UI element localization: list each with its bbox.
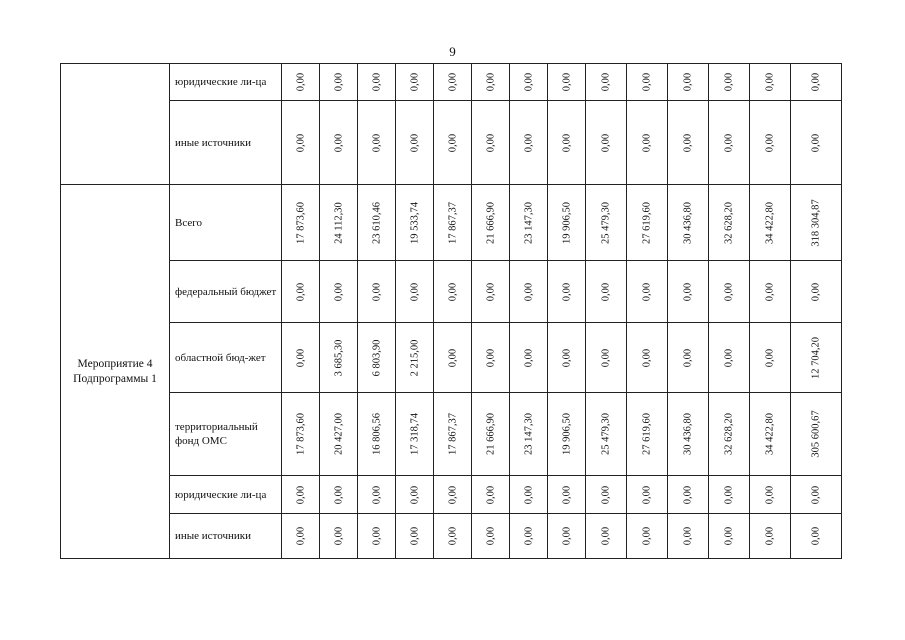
value-text: 0,00	[810, 133, 822, 152]
value-cell	[548, 476, 586, 514]
value-cell	[586, 64, 627, 101]
funding-table	[60, 63, 842, 559]
value-cell	[791, 393, 842, 476]
value-text: 0,00	[371, 133, 382, 152]
value-text: 0,00	[600, 72, 612, 92]
value-cell	[791, 64, 842, 101]
value-text: 0,00	[447, 133, 458, 152]
value-cell	[668, 101, 709, 185]
value-cell	[358, 476, 396, 514]
table-row	[61, 64, 842, 101]
value-cell	[320, 514, 358, 559]
funding-source-label: территориальный фонд ОМС	[170, 393, 282, 476]
value-cell	[510, 514, 548, 559]
value-cell	[510, 323, 548, 393]
value-cell	[434, 476, 472, 514]
value-text: 21 666,90	[485, 201, 496, 244]
value-cell	[750, 514, 791, 559]
value-cell	[548, 64, 586, 101]
table-row	[61, 476, 842, 514]
value-text: 0,00	[523, 526, 534, 546]
value-text: 21 666,90	[485, 413, 496, 455]
value-cell	[434, 261, 472, 323]
value-text: 30 436,80	[682, 201, 694, 244]
value-cell	[548, 514, 586, 559]
value-cell	[396, 514, 434, 559]
value-cell	[750, 323, 791, 393]
value-cell	[668, 323, 709, 393]
value-cell	[396, 476, 434, 514]
value-text: 0,00	[561, 133, 572, 152]
value-cell	[627, 101, 668, 185]
value-text: 0,00	[295, 133, 306, 152]
value-cell	[358, 101, 396, 185]
value-cell	[320, 323, 358, 393]
value-cell	[586, 261, 627, 323]
value-text: 0,00	[523, 282, 534, 301]
value-cell	[709, 393, 750, 476]
value-text: 25 479,30	[600, 201, 612, 244]
value-cell	[320, 185, 358, 261]
value-cell	[709, 64, 750, 101]
value-text: 25 479,30	[600, 413, 612, 455]
value-text: 0,00	[447, 526, 458, 546]
value-cell	[548, 101, 586, 185]
value-text: 0,00	[409, 282, 420, 301]
value-cell	[358, 185, 396, 261]
value-cell	[510, 64, 548, 101]
value-cell	[627, 185, 668, 261]
value-text: 24 112,30	[333, 201, 344, 244]
value-text: 0,00	[600, 133, 612, 152]
value-text: 0,00	[764, 485, 776, 504]
value-cell	[709, 261, 750, 323]
value-text: 0,00	[447, 485, 458, 504]
value-cell	[627, 476, 668, 514]
value-text: 32 628,20	[723, 413, 735, 455]
value-cell	[586, 514, 627, 559]
value-text: 0,00	[723, 133, 735, 152]
value-text: 2 215,00	[409, 339, 420, 376]
value-text: 0,00	[523, 485, 534, 504]
value-text: 0,00	[295, 485, 306, 504]
value-cell	[750, 101, 791, 185]
value-cell	[320, 261, 358, 323]
value-text: 6 803,90	[371, 339, 382, 376]
value-cell	[668, 64, 709, 101]
value-cell	[510, 101, 548, 185]
table-row	[61, 514, 842, 559]
value-text: 0,00	[333, 485, 344, 504]
value-text: 19 906,50	[561, 413, 572, 455]
value-text: 0,00	[523, 348, 534, 367]
value-text: 0,00	[561, 485, 572, 504]
value-text: 0,00	[641, 72, 653, 92]
value-cell	[750, 64, 791, 101]
value-cell	[358, 323, 396, 393]
value-text: 0,00	[641, 485, 653, 504]
value-cell	[668, 393, 709, 476]
funding-source-label: юридические ли-ца	[170, 64, 282, 101]
value-text: 0,00	[409, 133, 420, 152]
value-cell	[627, 514, 668, 559]
value-cell	[750, 393, 791, 476]
value-cell	[472, 185, 510, 261]
value-text: 19 906,50	[561, 201, 572, 244]
value-text: 0,00	[447, 282, 458, 301]
value-text: 12 704,20	[810, 336, 822, 379]
value-cell	[750, 476, 791, 514]
funding-source-label: Всего	[170, 185, 282, 261]
value-text: 0,00	[295, 348, 306, 367]
value-cell	[548, 323, 586, 393]
value-text: 0,00	[333, 72, 344, 92]
value-cell	[358, 64, 396, 101]
value-text: 0,00	[561, 282, 572, 301]
value-cell	[709, 514, 750, 559]
value-cell	[396, 323, 434, 393]
value-cell	[791, 323, 842, 393]
value-cell	[586, 476, 627, 514]
value-cell	[320, 476, 358, 514]
value-text: 17 873,60	[295, 413, 306, 455]
value-cell	[358, 393, 396, 476]
value-cell	[548, 185, 586, 261]
value-text: 17 867,37	[447, 413, 458, 455]
value-cell	[548, 393, 586, 476]
value-cell	[282, 514, 320, 559]
value-text: 0,00	[371, 485, 382, 504]
value-cell	[320, 64, 358, 101]
value-text: 0,00	[371, 282, 382, 301]
value-cell	[791, 514, 842, 559]
value-cell	[320, 101, 358, 185]
value-text: 0,00	[641, 133, 653, 152]
value-cell	[586, 393, 627, 476]
value-text: 16 806,56	[371, 413, 382, 455]
value-text: 0,00	[333, 282, 344, 301]
value-text: 305 600,67	[810, 410, 822, 458]
value-cell	[434, 101, 472, 185]
value-cell	[472, 476, 510, 514]
event-cell-empty	[61, 64, 170, 185]
value-text: 27 619,60	[641, 413, 653, 455]
value-cell	[472, 261, 510, 323]
value-cell	[282, 261, 320, 323]
value-text: 0,00	[333, 526, 344, 546]
value-text: 0,00	[447, 348, 458, 367]
value-cell	[668, 261, 709, 323]
value-text: 34 422,80	[764, 413, 776, 455]
value-cell	[282, 101, 320, 185]
table-row	[61, 393, 842, 476]
value-cell	[282, 323, 320, 393]
value-text: 0,00	[682, 282, 694, 301]
value-text: 0,00	[523, 72, 534, 92]
value-cell	[282, 476, 320, 514]
value-text: 0,00	[333, 133, 344, 152]
value-text: 0,00	[485, 348, 496, 367]
value-text: 34 422,80	[764, 201, 776, 244]
value-text: 0,00	[409, 485, 420, 504]
value-cell	[396, 261, 434, 323]
value-text: 0,00	[447, 72, 458, 92]
value-text: 0,00	[295, 72, 306, 92]
value-cell	[434, 393, 472, 476]
funding-source-label: областной бюд-жет	[170, 323, 282, 393]
value-cell	[586, 101, 627, 185]
value-text: 17 318,74	[409, 413, 420, 455]
value-text: 0,00	[723, 526, 735, 546]
value-cell	[434, 64, 472, 101]
value-text: 0,00	[409, 526, 420, 546]
value-cell	[472, 323, 510, 393]
value-cell	[627, 64, 668, 101]
value-cell	[396, 101, 434, 185]
value-text: 0,00	[723, 72, 735, 92]
value-text: 0,00	[764, 282, 776, 301]
value-text: 19 533,74	[409, 201, 420, 244]
value-cell	[358, 514, 396, 559]
value-cell	[586, 185, 627, 261]
table-row	[61, 323, 842, 393]
table-row	[61, 185, 842, 261]
value-text: 0,00	[723, 282, 735, 301]
value-cell	[472, 101, 510, 185]
value-cell	[282, 64, 320, 101]
value-text: 0,00	[641, 526, 653, 546]
value-cell	[668, 185, 709, 261]
value-cell	[434, 514, 472, 559]
value-text: 0,00	[409, 72, 420, 92]
value-text: 0,00	[764, 348, 776, 367]
value-text: 0,00	[600, 348, 612, 367]
table-row	[61, 261, 842, 323]
value-text: 0,00	[723, 485, 735, 504]
value-text: 0,00	[764, 526, 776, 546]
value-cell	[709, 185, 750, 261]
value-cell	[510, 476, 548, 514]
value-text: 0,00	[561, 348, 572, 367]
value-cell	[627, 261, 668, 323]
value-cell	[750, 261, 791, 323]
value-text: 0,00	[561, 526, 572, 546]
value-text: 0,00	[485, 133, 496, 152]
value-cell	[358, 261, 396, 323]
value-text: 0,00	[810, 72, 822, 92]
value-cell	[472, 514, 510, 559]
value-cell	[586, 323, 627, 393]
event-name-cell: Мероприятие 4 Подпрограммы 1	[61, 185, 170, 559]
value-text: 0,00	[295, 526, 306, 546]
value-text: 0,00	[371, 72, 382, 92]
value-text: 0,00	[682, 526, 694, 546]
funding-source-label: федеральный бюджет	[170, 261, 282, 323]
value-text: 30 436,80	[682, 413, 694, 455]
value-text: 0,00	[641, 282, 653, 301]
value-text: 0,00	[485, 526, 496, 546]
value-text: 0,00	[485, 282, 496, 301]
value-text: 23 610,46	[371, 201, 382, 244]
page-number: 9	[449, 44, 456, 59]
value-text: 0,00	[810, 282, 822, 301]
funding-source-label: иные источники	[170, 101, 282, 185]
value-text: 0,00	[682, 72, 694, 92]
value-cell	[396, 185, 434, 261]
table-row	[61, 101, 842, 185]
value-cell	[548, 261, 586, 323]
value-text: 0,00	[600, 485, 612, 504]
value-text: 318 304,87	[810, 198, 822, 247]
value-cell	[709, 101, 750, 185]
value-cell	[709, 323, 750, 393]
value-cell	[791, 261, 842, 323]
value-cell	[510, 185, 548, 261]
value-text: 27 619,60	[641, 201, 653, 244]
value-cell	[668, 514, 709, 559]
value-text: 23 147,30	[523, 413, 534, 455]
value-cell	[627, 393, 668, 476]
value-text: 0,00	[600, 282, 612, 301]
value-text: 0,00	[764, 72, 776, 92]
value-text: 0,00	[682, 348, 694, 367]
value-cell	[396, 64, 434, 101]
value-cell	[750, 185, 791, 261]
value-text: 0,00	[723, 348, 735, 367]
value-cell	[282, 185, 320, 261]
value-text: 3 685,30	[333, 339, 344, 376]
value-cell	[434, 185, 472, 261]
value-cell	[472, 64, 510, 101]
value-text: 23 147,30	[523, 201, 534, 244]
value-text: 0,00	[295, 282, 306, 301]
funding-source-label: иные источники	[170, 514, 282, 559]
value-text: 0,00	[641, 348, 653, 367]
funding-source-label: юридические ли-ца	[170, 476, 282, 514]
value-cell	[510, 261, 548, 323]
value-text: 0,00	[682, 133, 694, 152]
value-text: 0,00	[485, 485, 496, 504]
value-text: 20 427,00	[333, 413, 344, 455]
value-text: 0,00	[764, 133, 776, 152]
value-cell	[627, 323, 668, 393]
value-cell	[791, 101, 842, 185]
value-text: 0,00	[561, 72, 572, 92]
value-cell	[791, 476, 842, 514]
value-cell	[791, 185, 842, 261]
value-cell	[320, 393, 358, 476]
value-cell	[396, 393, 434, 476]
value-cell	[472, 393, 510, 476]
value-text: 32 628,20	[723, 201, 735, 244]
value-cell	[668, 476, 709, 514]
value-text: 17 873,60	[295, 201, 306, 244]
value-text: 0,00	[682, 485, 694, 504]
value-cell	[282, 393, 320, 476]
value-text: 0,00	[523, 133, 534, 152]
value-cell	[434, 323, 472, 393]
value-cell	[510, 393, 548, 476]
value-cell	[709, 476, 750, 514]
value-text: 0,00	[810, 526, 822, 546]
value-text: 0,00	[810, 485, 822, 504]
value-text: 0,00	[371, 526, 382, 546]
value-text: 0,00	[600, 526, 612, 546]
value-text: 17 867,37	[447, 201, 458, 244]
value-text: 0,00	[485, 72, 496, 92]
